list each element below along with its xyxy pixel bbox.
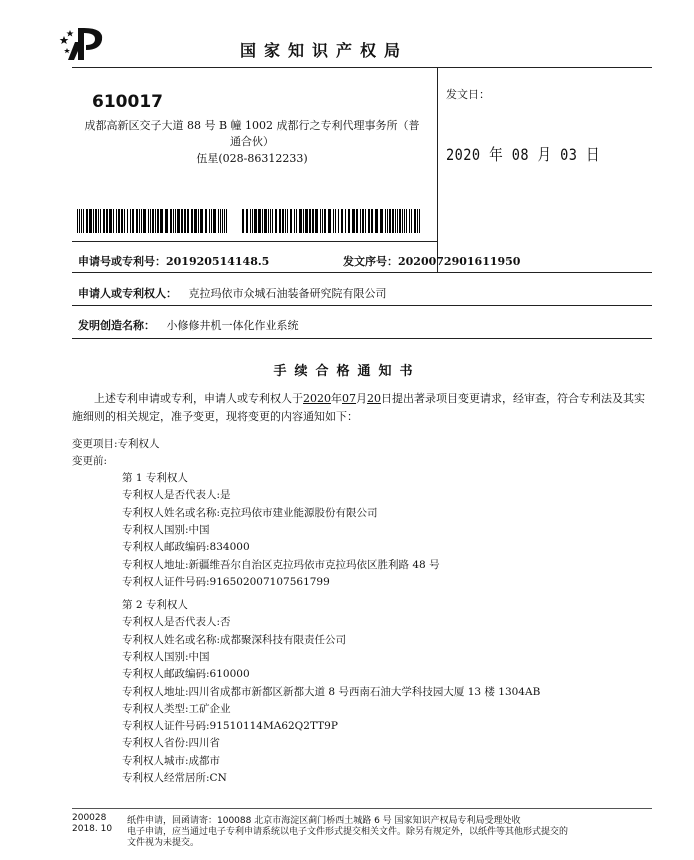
patentee2-line: 专利权人省份:四川省: [122, 737, 221, 750]
application-number: 201920514148.5: [166, 255, 270, 268]
patentee1-line: 专利权人是否代表人:是: [122, 489, 231, 502]
patentee2-line: 专利权人是否代表人:否: [122, 616, 231, 629]
applicant-name: 克拉玛依市众城石油装备研究院有限公司: [188, 287, 387, 300]
footer-line-3: 文件视为未提交。: [127, 838, 200, 848]
patentee2-line: 专利权人证件号码:91510114MA62Q2TT9P: [122, 720, 338, 733]
form-code: 200028: [72, 813, 107, 823]
patentee1-line: 第 1 专利权人: [122, 472, 188, 484]
application-number-label: 申请号或专利号：: [78, 255, 166, 268]
request-year: 2020: [303, 392, 331, 405]
patentee1-line: 专利权人邮政编码:834000: [122, 541, 250, 554]
cnipa-logo: [58, 22, 110, 62]
patentee2-line: 第 2 专利权人: [122, 599, 188, 611]
footer-line-2: 电子申请，应当通过电子专利申请系统以电子文件形式提交相关文件。除另有规定外，以纸件等其他形式提交的: [127, 827, 569, 837]
patentee2-line: 专利权人邮政编码:610000: [122, 668, 250, 681]
header-divider: [437, 67, 438, 272]
patentee1-line: 专利权人地址:新疆维吾尔自治区克拉玛依市克拉玛依区胜利路 48 号: [122, 558, 440, 571]
notice-text-before: 上述专利申请或专利，申请人或专利权人于: [94, 392, 303, 405]
barcode-left: [77, 209, 229, 233]
patentee2-line: 专利权人城市:成都市: [122, 754, 221, 767]
issue-date: 2020 年 08 月 03 日: [446, 145, 601, 164]
change-item: 变更项目:专利权人: [72, 438, 160, 450]
applicant-row: [78, 285, 387, 301]
postcode: 610017: [92, 92, 163, 112]
notice-title: 手续合格通知书: [273, 364, 421, 379]
patentee2-line: 专利权人类型:工矿企业: [122, 702, 231, 715]
application-number-row: [78, 253, 269, 269]
footer-rule: [72, 808, 652, 809]
invention-title: 小修修井机一体化作业系统: [166, 319, 299, 332]
patentee1-line: 专利权人国别:中国: [122, 523, 210, 536]
notice-text-after: 日提出著录项目变更请求，经审查，符合专利法及其实施细则的相关规定，准予变更，现将变更的内容通知如下：: [72, 392, 645, 423]
serial-number-row: [343, 253, 520, 269]
recipient-address: 成都高新区交子大道 88 号 B 幢 1002 成都行之专利代理事务所（普通合伙）: [84, 119, 420, 148]
agency-name: 国家知识产权局: [240, 41, 409, 60]
change-before-label: 变更前:: [72, 455, 108, 467]
serial-number: 2020072901611950: [398, 255, 521, 268]
row-rule-2: [72, 305, 652, 306]
recipient-contact: 伍星(028-86312233): [196, 152, 308, 165]
invention-row: [78, 317, 299, 333]
header-rule: [72, 67, 652, 68]
patentee2-line: 专利权人姓名或名称:成都聚深科技有限责任公司: [122, 633, 347, 646]
row-rule-3: [72, 338, 652, 339]
footer-line-1: 纸件申请，回函请寄：100088 北京市海淀区蓟门桥西土城路 6 号 国家知识产权局专利局受理处收: [127, 816, 521, 826]
patentee1-line: 专利权人证件号码:916502007107561799: [122, 575, 330, 588]
invention-label: 发明创造名称：: [78, 319, 155, 332]
patentee1-line: 专利权人姓名或名称:克拉玛依市建业能源股份有限公司: [122, 506, 378, 519]
barcode-right: [242, 209, 420, 233]
patentee2-line: 专利权人经常居所:CN: [122, 772, 227, 784]
notice-paragraph: 上述专利申请或专利，申请人或专利权人于2020年07月20日提出著录项目变更请求，经审查，符合专利法及其实施细则的相关规定，准予变更，现将变更的内容通知如下：: [72, 392, 645, 423]
request-month: 07: [342, 392, 356, 405]
serial-number-label: 发文序号：: [343, 255, 398, 268]
row-rule-1: [72, 272, 652, 273]
patentee2-line: 专利权人地址:四川省成都市新都区新都大道 8 号西南石油大学科技园大厦 13 楼 1304AB: [122, 685, 541, 698]
request-day: 20: [367, 392, 381, 405]
applicant-label: 申请人或专利权人：: [78, 287, 177, 300]
issue-date-label: 发文日：: [446, 88, 490, 101]
address-rule: [72, 241, 437, 242]
form-version: 2018. 10: [72, 824, 113, 834]
patentee2-line: 专利权人国别:中国: [122, 650, 210, 663]
